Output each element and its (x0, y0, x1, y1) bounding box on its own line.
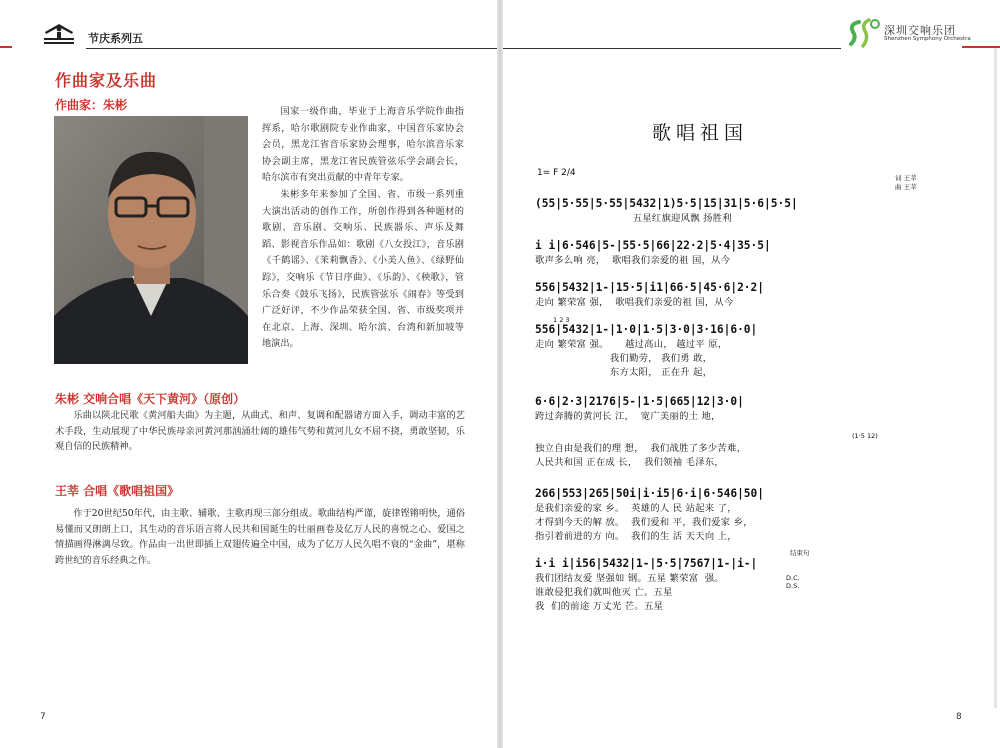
composer-heading: 作曲家：朱彬 (55, 98, 128, 112)
score-line-lyrics-only (535, 442, 935, 470)
lyric-line: 是我们亲爱的家 乡。 英雄的人 民 站起来 了， (535, 503, 737, 514)
composer-bio (262, 104, 464, 353)
lyric-line: 跨过奔腾的黄河长 江， 宽广美丽的土 地， (535, 411, 721, 422)
lyric-line: 走向 繁荣富 强。 越过高山， 越过平 原， (535, 339, 728, 350)
header-rule (86, 48, 497, 49)
page-number-left: 7 (40, 712, 46, 722)
page-number-right: 8 (956, 712, 962, 722)
lyric-line: 东方太阳， 正在升 起， (535, 367, 713, 378)
lyricist-credit: 词 王莘 (895, 174, 917, 182)
orchestra-name-en: Shenzhen Symphony Orchestra (884, 36, 971, 42)
conductor-logo-icon (42, 20, 76, 48)
header-accent (0, 46, 12, 48)
score-line-4 (535, 322, 935, 380)
lyric-line: 五星红旗迎风飘 扬胜利 (535, 213, 732, 224)
score-line-1 (535, 196, 935, 226)
bio-paragraph: 朱彬多年来参加了全国、省、市级一系列重大演出活动的创作工作，所创作得到各种题材的歌剧、音乐剧、交响乐、民族器乐、声乐及舞蹈、影视音乐作品如：歌剧《八女投江》，音乐剧《千鹤谣》、《茉莉飘香》、《小美人鱼》、《绿野仙踪》，交响乐《节日序曲》、《乐韵》、《秧歌》，管乐合奏《鼓乐飞扬》，民族管弦乐《闹春》等受到广泛好评，不少作品荣获全国、省、市级奖项并在北京、上海、深圳、哈尔滨、台湾和新加坡等地演出。 (262, 188, 464, 350)
work2-description: 作于20世纪50年代，由主歌、辅歌、主歌再现三部分组成。歌曲结构严谨，旋律铿锵明快，通俗易懂而又朗朗上口，其生动的音乐语言将人民共和国诞生的壮丽画卷及亿万人民的喜悦之心、爱国之情描画得淋漓尽致。作品由一出世即插上双翅传遍全中国，成为了亿万人民久唱不衰的“金曲”，堪称跨世纪的音乐经典之作。 (55, 508, 465, 566)
notation-line: 556|5432|1-|1·0|1·5|3·0|3·16|6·0| (535, 323, 758, 336)
lyric-line: 才得到今天的解 放。 我们爱和 平，我们爱家 乡， (535, 517, 753, 528)
composer-credit: 曲 王莘 (895, 183, 917, 191)
lyric-line: 人民共和国 正在成 长， 我们领袖 毛泽东， (535, 457, 725, 468)
lyric-line: 我们团结友爱 坚强如 钢。五星 繁荣富 强。 (535, 573, 725, 584)
header-rule-right (503, 48, 841, 49)
bio-paragraph: 国家一级作曲，毕业于上海音乐学院作曲指挥系，哈尔歌剧院专业作曲家，中国音乐家协会会员，黑龙江省音乐家协会理事，哈尔滨音乐家协会副主席，黑龙江省民族管弦乐学会副会长，哈尔滨市有突出贡献的中青年专家。 (262, 106, 464, 184)
orchestra-name-cn: 深圳交响乐团 (884, 24, 956, 37)
section-title: 作曲家及乐曲 (55, 71, 158, 90)
work1-heading: 朱彬 交响合唱《天下黄河》（原创） (55, 392, 246, 406)
lyric-line: 走向 繁荣富 强， 歌唱我们亲爱的祖 国，从今 (535, 297, 734, 308)
ending-annotation: 结束句 (790, 549, 810, 557)
score-line-2 (535, 238, 935, 268)
ds-annotation: D.S. (786, 582, 800, 590)
composer-portrait-image (54, 116, 248, 364)
notation-line: i·i i|i56|5432|1-|5·5|7567|1-|i-| (535, 557, 758, 570)
work2-heading: 王莘 合唱《歌唱祖国》 (55, 484, 180, 498)
song-title: 歌唱祖国 (651, 122, 748, 144)
notation-line: 6·6|2·3|2176|5-|1·5|665|12|3·0| (535, 395, 744, 408)
lyric-line: 独立自由是我们的理 想， 我们战胜了多少苦难， (535, 443, 747, 454)
notation-line: 556|5432|1-|15·5|i1|66·5|45·6|2·2| (535, 281, 765, 294)
work1-description: 乐曲以陕北民歌《黄河船夫曲》为主题，从曲式、和声、复调和配器诸方面入手，调动丰富的艺术手段，生动展现了中华民族母亲河黄河那汹涌壮阔的雄伟气势和黄河儿女不屈不挠，勇敢坚韧，乐观自信的民族精神。 (55, 410, 465, 452)
lyric-line: 指引着前进的方 向。 我们的生 活 天天向 上， (535, 531, 737, 542)
score-line-5 (535, 394, 935, 424)
score-line-6 (535, 486, 935, 544)
lyric-line: 我们勤劳， 我们勇 敢， (535, 353, 713, 364)
lyric-line: 我 们的前途 万丈光 芒。五星 (535, 601, 664, 612)
series-label: 节庆系列五 (88, 32, 143, 45)
notation-line: i i|6·546|5-|55·5|66|22·2|5·4|35·5| (535, 239, 771, 252)
bracket-annotation: (1·5 12) (852, 432, 878, 440)
score-line-3 (535, 280, 935, 310)
key-signature: 1= F 2/4 (537, 168, 576, 178)
notation-line: 266|553|265|50i|i·i5|6·i|6·546|50| (535, 487, 765, 500)
lyric-line: 歌声多么响 亮， 歌唱我们亲爱的祖 国，从今 (535, 255, 731, 266)
composer-photo (54, 116, 248, 364)
lyricist-composer-credits (895, 174, 917, 192)
right-edge (994, 48, 997, 708)
score-line-7 (535, 556, 935, 614)
left-page (0, 0, 497, 748)
lyric-line: 谁敢侵犯我们就叫他灭 亡。五星 (535, 587, 673, 598)
orchestra-logo-icon (845, 16, 881, 50)
notation-line: (55|5·55|5·55|5432|1)5·5|15|31|5·6|5·5| (535, 197, 798, 210)
measure-numbers-annotation: 1 2 3 (553, 316, 570, 324)
dc-annotation: D.C. (786, 574, 800, 582)
